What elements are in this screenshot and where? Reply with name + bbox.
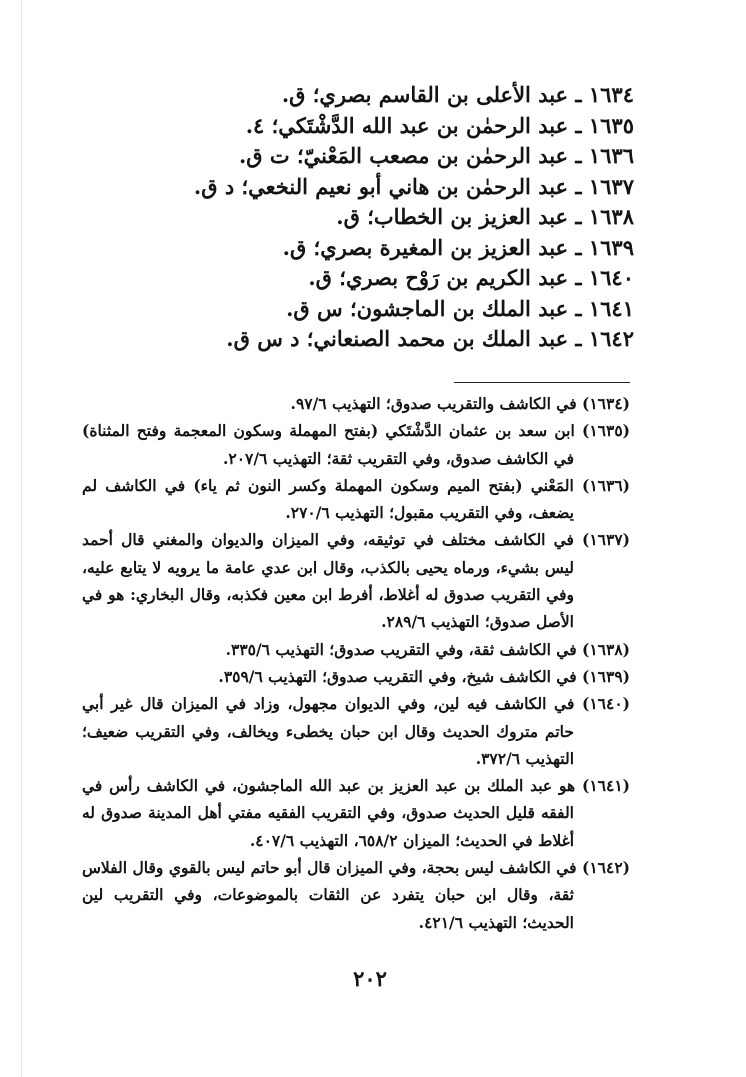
- entry-1635: ١٦٣٥ ـ عبد الرحمٰن بن عبد الله الدَّشْتَكي؛ ٤.: [245, 112, 634, 138]
- entry-1639: ١٦٣٩ ـ عبد العزيز بن المغيرة بصري؛ ق.: [282, 234, 634, 260]
- footnote-1638: (١٦٣٨) في الكاشف ثقة، وفي التقريب صدوق؛ التهذيب ٣٣٥/٦.: [225, 639, 630, 659]
- entry-1640: ١٦٤٠ ـ عبد الكريم بن رَوْح بصري؛ ق.: [308, 265, 634, 290]
- entry-1636: ١٦٣٦ ـ عبد الرحمٰن بن مصعب المَعْنيّ؛ ت ق.: [238, 143, 634, 168]
- footnote-1635: (١٦٣٥) ابن سعد بن عثمان الدَّشْتَكي (بفتح المهملة وسكون المعجمة وفتح المثناة) في الكاشف صدوق، وفي التقريب ثقة؛ التهذيب ٢٠٧/٦.: [82, 421, 630, 468]
- entry-1642: ١٦٤٢ ـ عبد الملك بن محمد الصنعاني؛ د س ق.: [226, 326, 634, 351]
- scan-edge-line: [21, 0, 22, 1077]
- footnote-list: [82, 390, 630, 936]
- entry-1637: ١٦٣٧ ـ عبد الرحمٰن بن هاني أبو نعيم النخعي؛ د ق.: [193, 173, 634, 199]
- footnote-1642: (١٦٤٢) في الكاشف ليس بحجة، وفي الميزان قال أبو حاتم ليس بالقوي وقال الفلاس ثقة، وقال ابن حبان يتفرد عن الثقات بالموضوعات، وفي التقريب لين الحديث؛ التهذيب ٤٢١/٦.: [82, 858, 630, 932]
- footnote-1634: (١٦٣٤) في الكاشف والتقريب صدوق؛ التهذيب ٩٧/٦.: [290, 394, 630, 413]
- footnote-1637: (١٦٣٧) في الكاشف مختلف في توثيقه، وفي الميزان والديوان والمغني قال أحمد ليس بشيء، ورماه يحيى بالكذب، وقال ابن عدي عامة ما يرويه لا يتابع عليه، وفي التقريب صدوق له أغلاط، أفرط ابن معين فكذبه، وقال البخاري: هو في الأصل صدوق؛ التهذيب ٢٨٩/٦.: [82, 530, 630, 632]
- footnote-separator: [454, 382, 630, 383]
- entry-1634: ١٦٣٤ ـ عبد الأعلى بن القاسم بصري؛ ق.: [281, 82, 634, 107]
- footnote-1636: (١٦٣٦) المَعْني (بفتح الميم وسكون المهملة وكسر النون ثم ياء) في الكاشف لم يضعف، وفي التقريب مقبول؛ التهذيب ٢٧٠/٦.: [82, 475, 630, 523]
- entry-1641: ١٦٤١ ـ عبد الملك بن الماجشون؛ س ق.: [286, 295, 634, 321]
- footnote-1640: (١٦٤٠) في الكاشف فيه لين، وفي الديوان مجهول، وزاد في الميزان قال غير أبي حاتم متروك الحديث وقال ابن حبان يخطىء ويخالف، وفي التقريب ضعيف؛ التهذيب ٣٧٢/٦.: [82, 694, 630, 768]
- footnote-1641: (١٦٤١) هو عبد الملك بن عبد العزيز بن عبد الله الماجشون، في الكاشف رأس في الفقه قليل الحديث صدوق، وفي التقريب الفقيه مفتي أهل المدينة صدوق له أغلاط في الحديث؛ الميزان ٦٥٨/٢، التهذيب ٤٠٧/٦.: [82, 776, 631, 850]
- entry-1638: ١٦٣٨ ـ عبد العزيز بن الخطاب؛ ق.: [336, 204, 634, 229]
- page-number: ٢٠٢: [353, 966, 387, 991]
- footnote-1639: (١٦٣٩) في الكاشف شيخ، وفي التقريب صدوق؛ التهذيب ٣٥٩/٦.: [218, 666, 630, 686]
- entry-list: [114, 80, 634, 355]
